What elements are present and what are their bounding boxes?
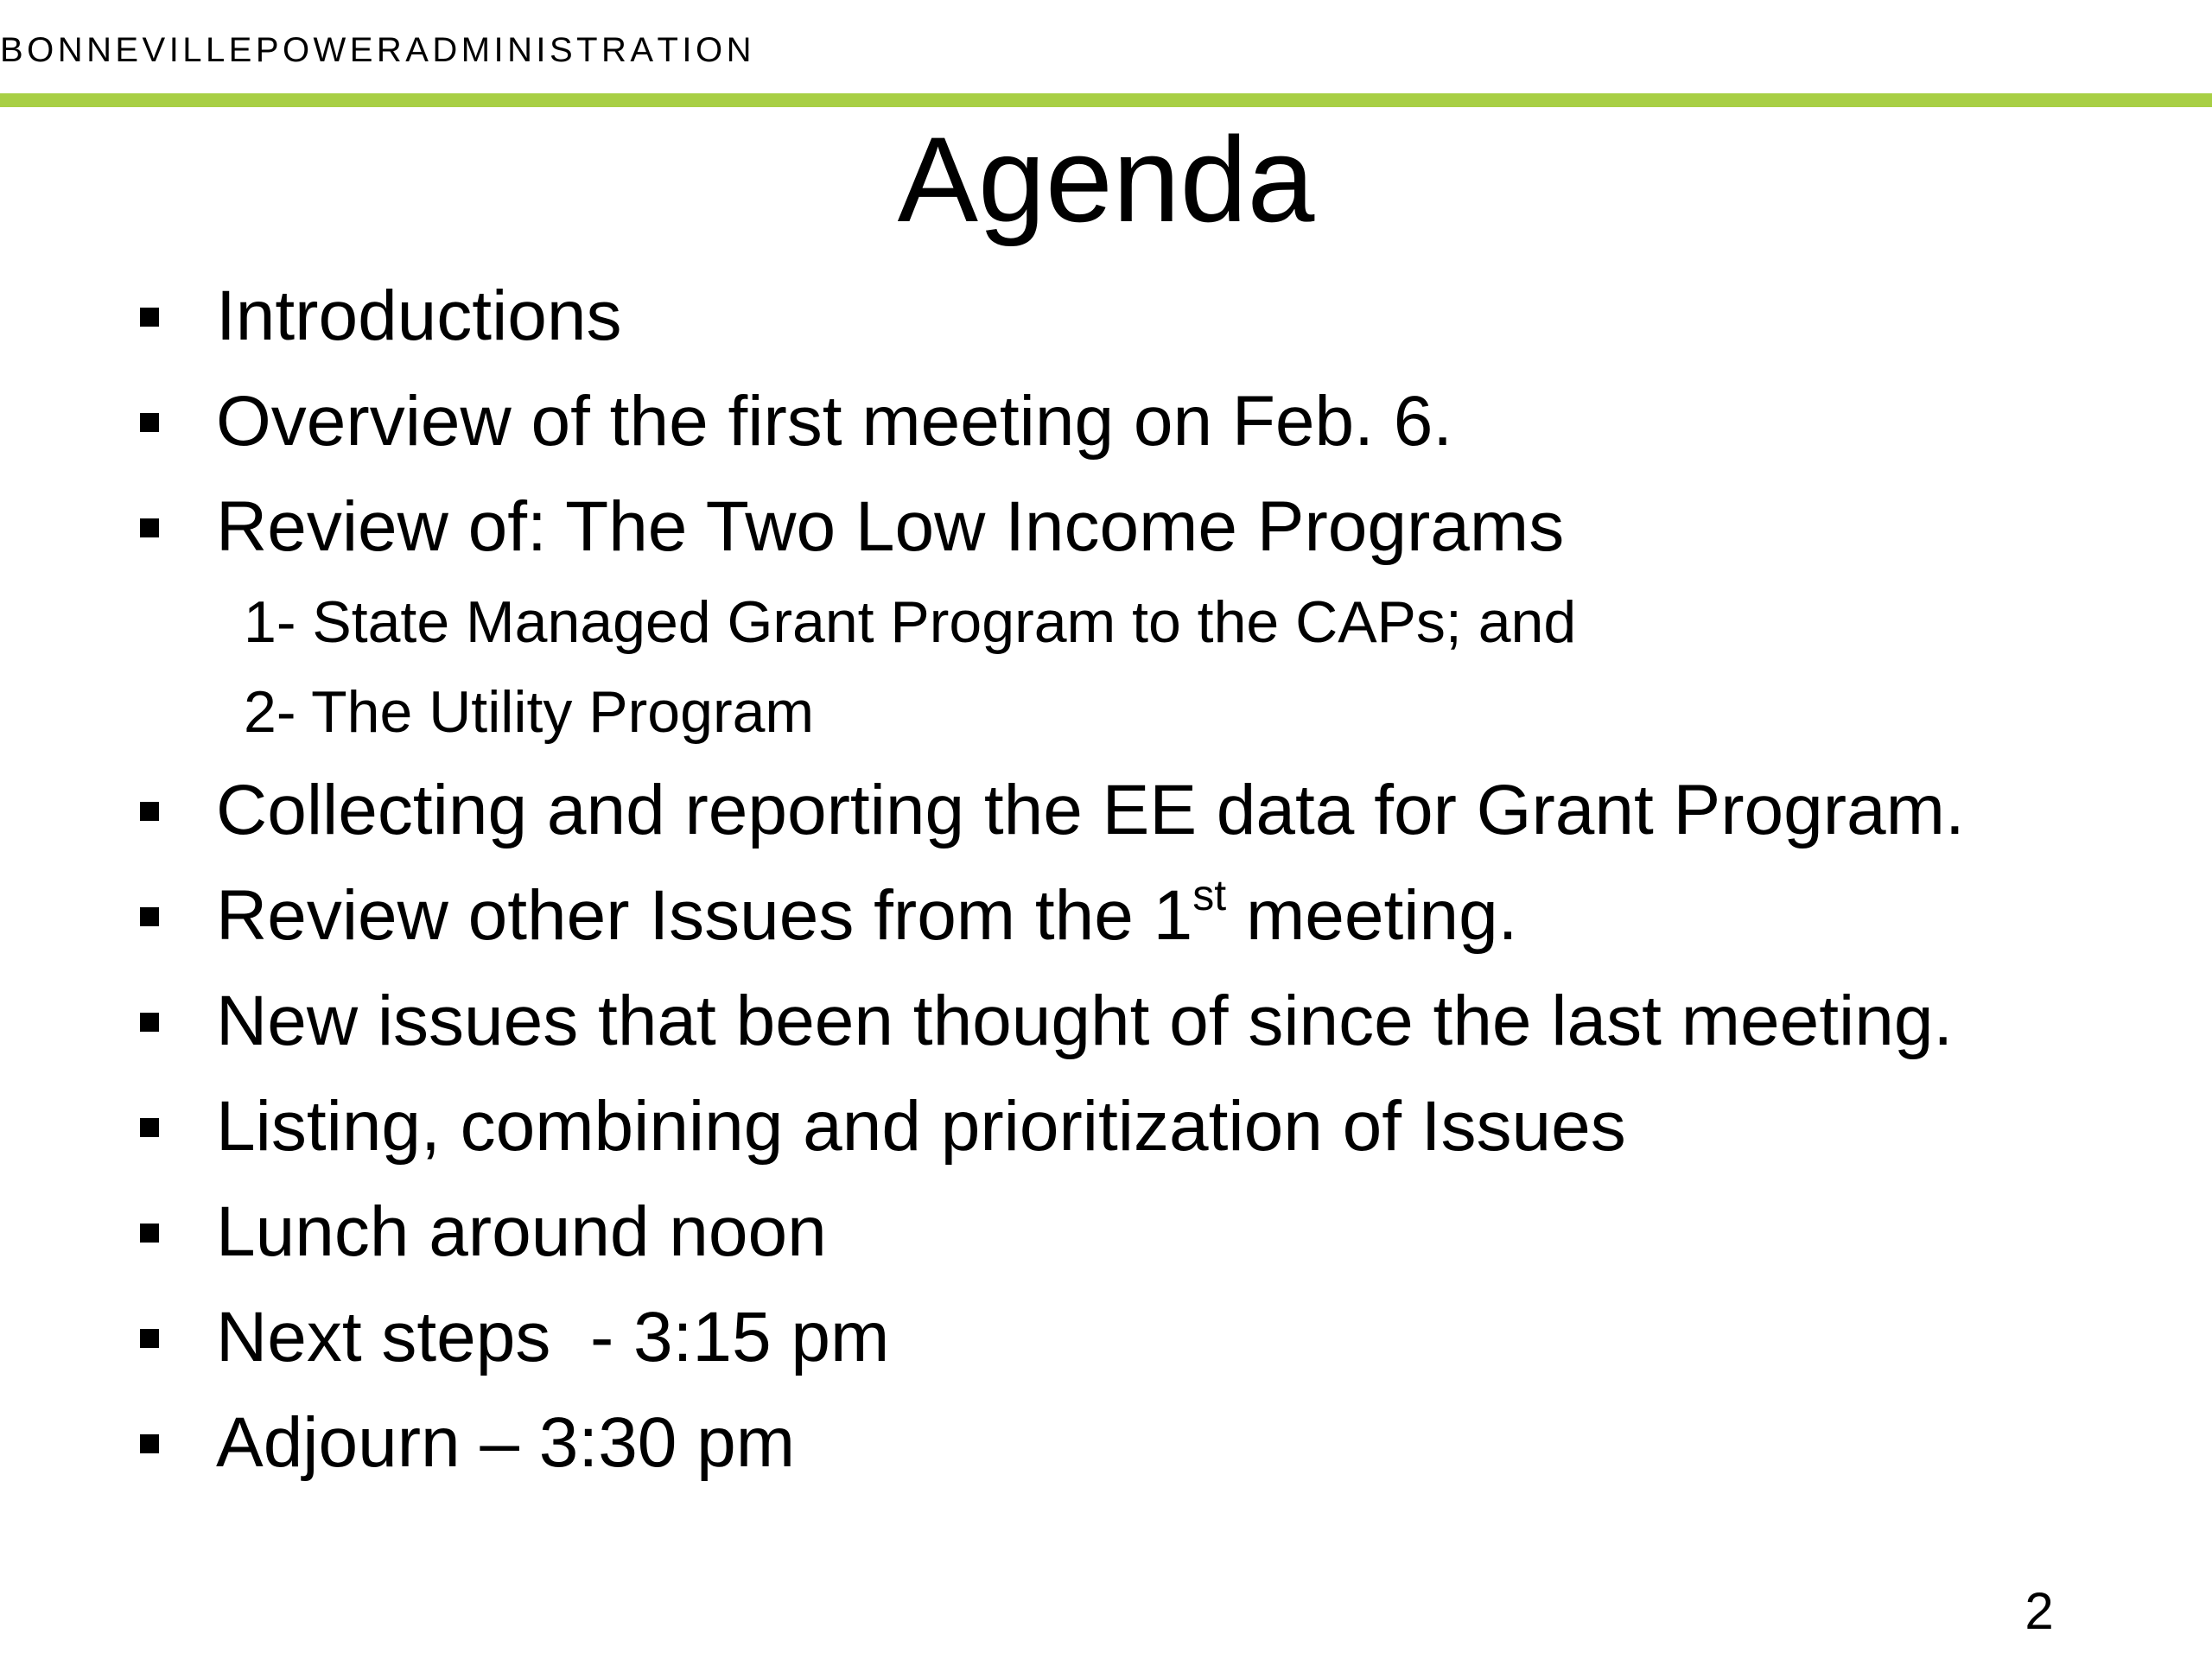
bullet-square-icon [140, 1224, 159, 1243]
page-number: 2 [2024, 1582, 2054, 1640]
org-letter: L [205, 31, 226, 69]
bullet-square-icon [140, 518, 159, 537]
org-letter: N [57, 31, 83, 69]
org-letter: O [282, 31, 310, 69]
org-letter: E [115, 31, 139, 69]
org-letter: M [461, 31, 491, 69]
org-letter: I [493, 31, 504, 69]
org-letter: T [657, 31, 678, 69]
org-letter: N [86, 31, 111, 69]
org-letter: V [142, 31, 166, 69]
org-letter: T [576, 31, 598, 69]
agenda-item: Overview of the first meeting on Feb. 6. [216, 382, 1453, 461]
agenda-item: Introductions [216, 276, 622, 355]
bullet-square-icon [140, 413, 159, 432]
agenda-item: New issues that been thought of since the last meeting. [216, 982, 1954, 1060]
org-letter: R [601, 31, 626, 69]
agenda-subitem: 1- State Managed Grant Program to the CAPs; and [244, 589, 1577, 655]
agenda-item: Review of: The Two Low Income Programs [216, 487, 1565, 566]
org-letter: A [405, 31, 429, 69]
org-letter: N [507, 31, 532, 69]
agenda-subitem: 2- The Utility Program [244, 679, 815, 745]
bullet-square-icon [140, 1434, 159, 1453]
bullet-square-icon [140, 802, 159, 821]
org-letter: A [630, 31, 654, 69]
org-letter: R [376, 31, 402, 69]
agenda-item-text: meeting. [1226, 876, 1518, 955]
org-letter: D [432, 31, 458, 69]
ordinal-suffix: st [1192, 870, 1227, 919]
org-letter: I [682, 31, 692, 69]
org-letter: I [168, 31, 179, 69]
org-letter: N [726, 31, 752, 69]
org-letter: L [182, 31, 202, 69]
slide-title: Agenda [897, 111, 1315, 247]
org-letter: W [313, 31, 346, 69]
agenda-item: Listing, combining and prioritization of Issues [216, 1087, 1626, 1166]
bullet-square-icon [140, 308, 159, 327]
org-letter: I [536, 31, 546, 69]
agenda-item-text: Review other Issues from the 1 [216, 876, 1193, 955]
org-letter: O [27, 31, 54, 69]
bullet-square-icon [140, 1329, 159, 1348]
bullet-square-icon [140, 907, 159, 926]
agenda-item: Adjourn – 3:30 pm [216, 1403, 796, 1482]
agenda-item [216, 870, 1518, 959]
bullet-square-icon [140, 1013, 159, 1032]
org-letter: P [255, 31, 279, 69]
agenda-item: Collecting and reporting the EE data for Grant Program. [216, 771, 1965, 849]
org-letter: S [550, 31, 573, 69]
agenda-item: Next steps - 3:15 pm [216, 1298, 890, 1376]
org-letter: B [0, 31, 23, 69]
org-letter: O [695, 31, 723, 69]
bullet-square-icon [140, 1118, 159, 1137]
org-letter: E [228, 31, 252, 69]
agenda-item: Lunch around noon [216, 1192, 827, 1271]
org-letter: E [349, 31, 373, 69]
